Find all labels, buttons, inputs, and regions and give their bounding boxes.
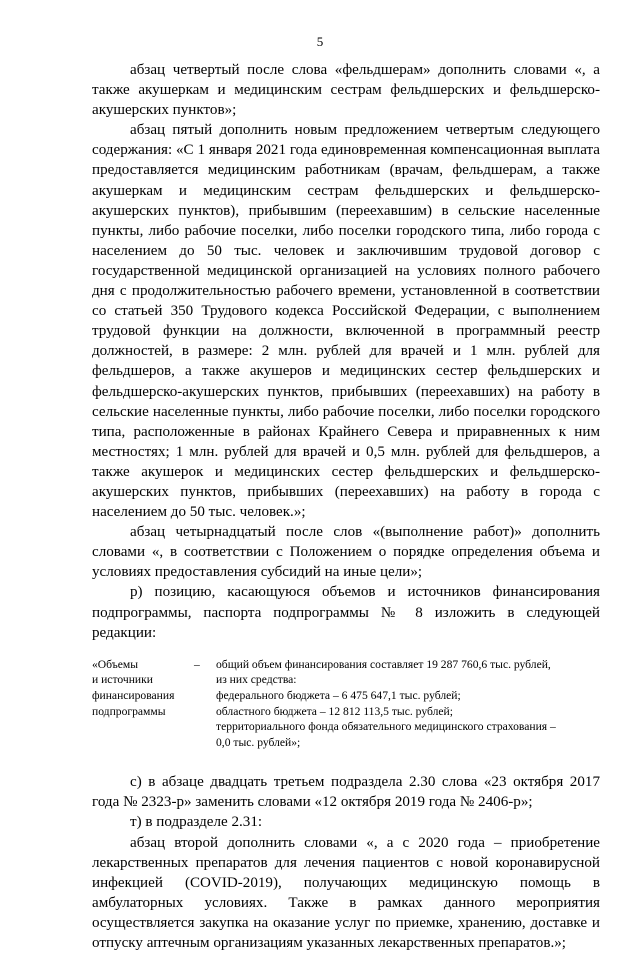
paragraph: р) позицию, касающуюся объемов и источников финансирования подпрограммы, паспорта подпрограммы № 8 изложить в следующей редакции: [92, 584, 600, 641]
paragraph: т) в подразделе 2.31: [130, 814, 263, 831]
paragraph: абзац пятый дополнить новым предложением четвертым следующего содержания: «С 1 января 2021 года единовременная компенсационная выплата предоставляется медицинским работникам (врачам, фельдшерам, а также акушеркам и медицинским сестрам фельдшерских и фельдшерско-акушерских пунктов), прибывшим (переехавшим) в сельские населенные пункты, либо рабочие поселки, либо поселки городского типа, либо города с населением до 50 тыс. человек и заключившим трудовой договор с государственной медицинской организацией на условиях полного рабочего дня с продолжительностью рабочего времени, установленной в соответствии со статьей 350 Трудового кодекса Российской Федерации, с выполнением трудовой функции на должности, включенной в программный реестр должностей, в размере: 2 млн. рублей для врачей и 1 млн. рублей для фельдшеров, а также акушеров и медицинских сестер фельдшерских и фельдшерско-акушерских пунктов, прибывших (переехавших) на работу в сельские населенные пункты, либо рабочие поселки, либо поселки городского типа, расположенные в районах Крайнего Севера и приравненных к ним местностях; 1 млн. рублей для врачей и 0,5 млн. рублей для фельдшеров, а также акушерок и медицинских сестер фельдшерских и фельдшерско-акушерских пунктов, прибывших (переехавших) на работу в города с населением до 50 тыс. человек.»; [92, 122, 600, 521]
table-label-line: подпрограммы [92, 704, 166, 718]
table-value-line: территориального фонда обязательного медицинского страхования – [216, 720, 556, 734]
table-label-line: финансирования [92, 688, 175, 702]
page-number: 5 [316, 34, 324, 49]
funding-table [92, 657, 600, 751]
funding-table-value [216, 657, 600, 751]
table-label-line: «Объемы [92, 657, 139, 671]
table-value-line: общий объем финансирования составляет 19 287 760,6 тыс. рублей, [216, 657, 551, 671]
table-value-line: федерального бюджета – 6 475 647,1 тыс. рублей; [216, 688, 461, 702]
table-value-line: 0,0 тыс. рублей»; [216, 735, 301, 749]
table-dash: – [194, 657, 200, 671]
table-label-line: и источники [92, 673, 153, 687]
paragraph: абзац четвертый после слова «фельдшерам» дополнить словами «, а также акушеркам и медицинским сестрам фельдшерских и фельдшерско-акушерских пунктов»; [92, 62, 600, 119]
funding-table-label [92, 657, 190, 751]
document-body [92, 60, 600, 953]
paragraph: абзац четырнадцатый после слов «(выполнение работ)» дополнить словами «, в соответствии с Положением о порядке определения объема и условиях предоставления субсидий на иные цели»; [92, 524, 600, 581]
paragraph: абзац второй дополнить словами «, а с 2020 года – приобретение лекарственных препаратов для лечения пациентов с новой коронавирусной инфекцией (COVID-2019), получающих медицинскую помощь в амбулаторных условиях. Также в рамках данного мероприятия осуществляется закупка на оказание услуг по приемке, хранению, доставке и отпуску аптечным организациям указанных лекарственных препаратов.»; [92, 834, 600, 952]
paragraph: с) в абзаце двадцать третьем подраздела 2.30 слова «23 октября 2017 года № 2323-р» заменить словами «12 октября 2019 года № 2406-р»; [92, 774, 600, 811]
table-value-line: из них средства: [216, 673, 297, 687]
table-value-line: областного бюджета – 12 812 113,5 тыс. рублей; [216, 704, 453, 718]
